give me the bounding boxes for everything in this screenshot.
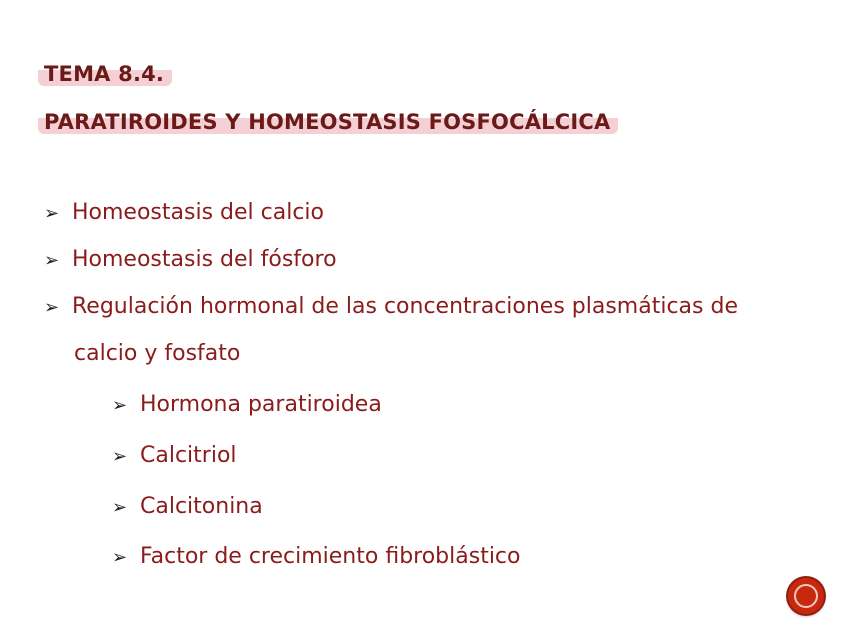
- arrowhead-bullet-icon: ➢: [112, 547, 128, 568]
- arrowhead-bullet-icon: ➢: [112, 497, 128, 518]
- title-line-1: TEMA 8.4.: [38, 60, 172, 86]
- bullet-item-calcio: [44, 200, 324, 225]
- title-line-2: PARATIROIDES Y HOMEOSTASIS FOSFOCÁLCICA: [38, 108, 618, 134]
- sub-bullet-item-fgf: [112, 544, 521, 569]
- sub-bullet-text: Calcitriol: [140, 443, 237, 468]
- arrowhead-bullet-icon: ➢: [44, 297, 60, 318]
- sub-bullet-text: Calcitonina: [140, 494, 263, 519]
- sub-bullet-item-calcitonina: [112, 494, 263, 519]
- bullet-text: Homeostasis del calcio: [72, 200, 324, 225]
- nav-button-ring: [794, 584, 818, 608]
- arrowhead-bullet-icon: ➢: [112, 446, 128, 467]
- sub-bullet-item-paratiroidea: [112, 392, 382, 417]
- arrowhead-bullet-icon: ➢: [112, 395, 128, 416]
- arrowhead-bullet-icon: ➢: [44, 203, 60, 224]
- bullet-continuation: calcio y fosfato: [74, 341, 241, 366]
- bullet-text: Regulación hormonal de las concentraciones plasmáticas de: [72, 294, 738, 319]
- arrowhead-bullet-icon: ➢: [44, 250, 60, 271]
- sub-bullet-text: Factor de crecimiento fibroblástico: [140, 544, 521, 569]
- circle-nav-button-icon[interactable]: [788, 578, 824, 614]
- sub-bullet-item-calcitriol: [112, 443, 237, 468]
- bullet-item-regulacion: [44, 294, 738, 319]
- bullet-text: Homeostasis del fósforo: [72, 247, 337, 272]
- bullet-item-fosforo: [44, 247, 337, 272]
- sub-bullet-text: Hormona paratiroidea: [140, 392, 382, 417]
